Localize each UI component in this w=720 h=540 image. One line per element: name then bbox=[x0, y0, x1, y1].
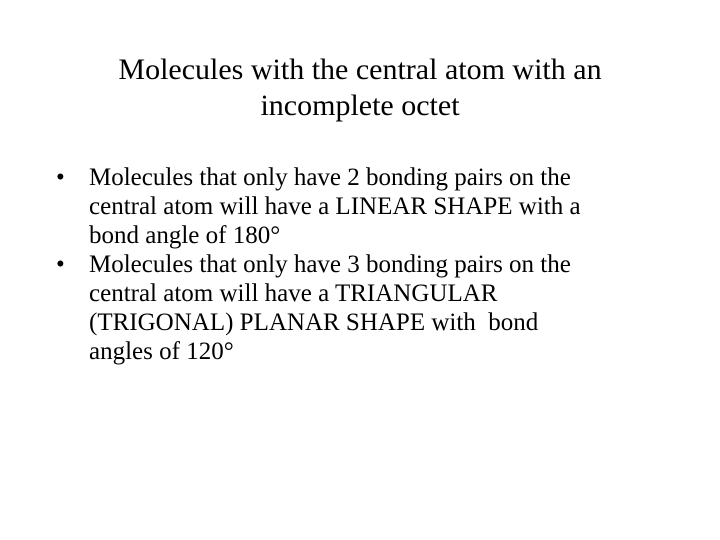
bullet-text-line: Molecules that only have 2 bonding pairs on the bbox=[89, 164, 571, 191]
bullet-text-line: Molecules that only have 3 bonding pairs on the bbox=[89, 251, 571, 278]
bullet-item-trigonal bbox=[56, 250, 676, 366]
bullet-marker: • bbox=[56, 164, 65, 191]
title-line: Molecules with the central atom with an bbox=[118, 53, 602, 86]
bullet-text-line: bond angle of 180° bbox=[89, 222, 281, 249]
bullet-text-line: (TRIGONAL) PLANAR SHAPE with bond bbox=[89, 309, 539, 336]
bullet-text-line: central atom will have a LINEAR SHAPE with a bbox=[89, 193, 581, 220]
bullet-list bbox=[56, 163, 676, 366]
bullet-text-line: angles of 120° bbox=[89, 338, 234, 365]
bullet-marker: • bbox=[56, 251, 65, 278]
slide-title bbox=[60, 52, 660, 124]
title-line: incomplete octet bbox=[260, 89, 460, 122]
bullet-item-linear bbox=[56, 163, 676, 250]
bullet-text-line: central atom will have a TRIANGULAR bbox=[89, 280, 498, 307]
